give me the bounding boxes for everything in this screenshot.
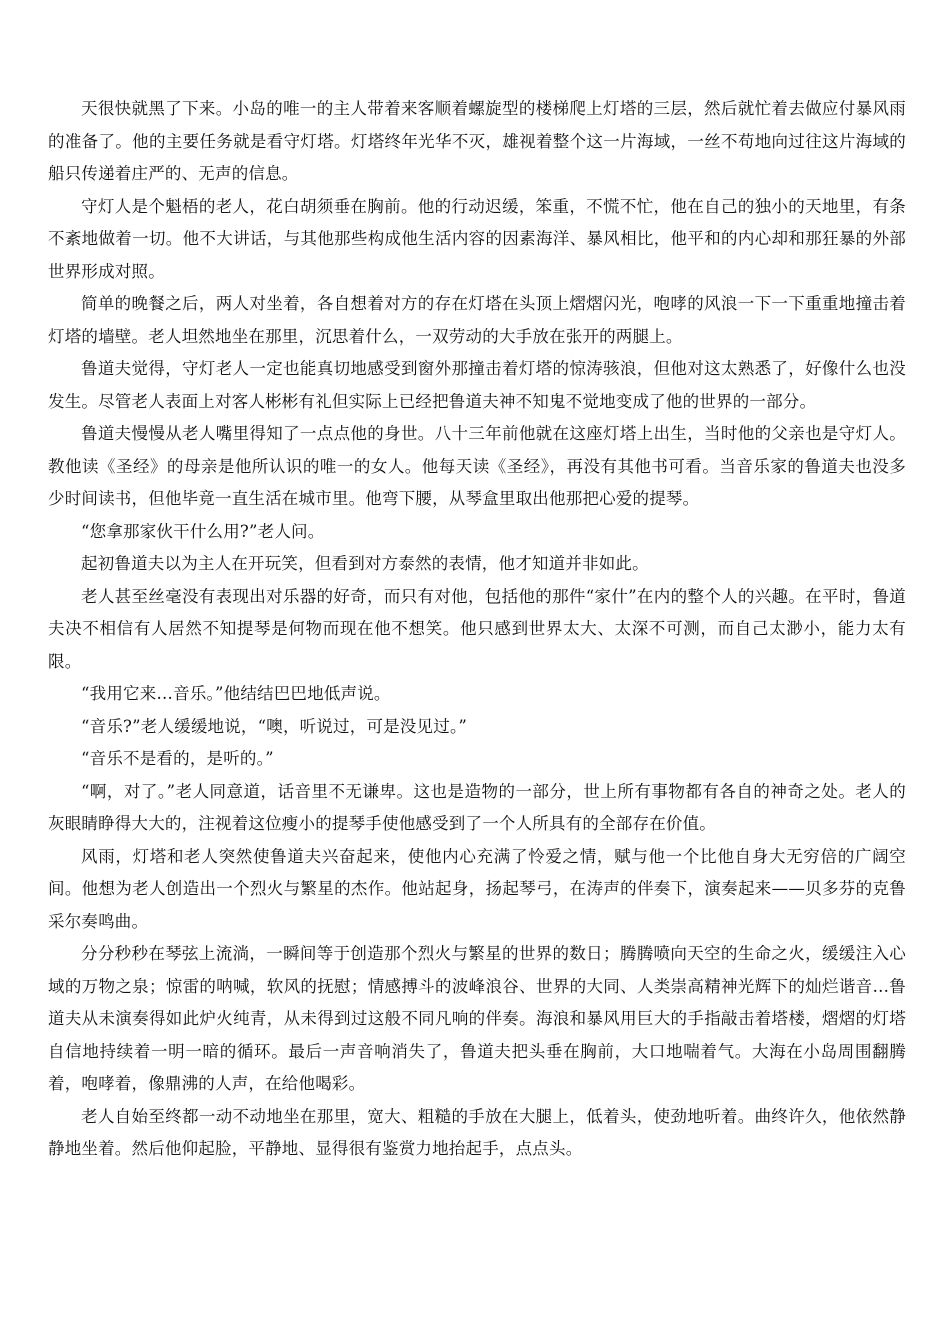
paragraph: “啊，对了。”老人同意道，话音里不无谦卑。这也是造物的一部分，世上所有事物都有各自的神奇之处。老人的灰眼睛睁得大大的，注视着这位瘦小的提琴手使他感受到了一个人所具有的全部存在价值。 <box>48 781 906 833</box>
paragraph: 老人自始至终都一动不动地坐在那里，宽大、粗糙的手放在大腿上，低着头，使劲地听着。曲终许久，他依然静静地坐着。然后他仰起脸，平静地、显得很有鉴赏力地抬起手，点点头。 <box>48 1106 906 1158</box>
paragraph: 老人甚至丝毫没有表现出对乐器的好奇，而只有对他，包括他的那件“家什”在内的整个人的兴趣。在平时，鲁道夫决不相信有人居然不知提琴是何物而现在他不想笑。他只感到世界太大、太深不可测，而自己太渺小，能力太有限。 <box>48 586 906 671</box>
paragraph: “我用它来…音乐。”他结结巴巴地低声说。 <box>81 684 391 703</box>
paragraph: “您拿那家伙干什么用?”老人问。 <box>81 521 325 541</box>
paragraph: 风雨，灯塔和老人突然使鲁道夫兴奋起来，使他内心充满了怜爱之情，赋与他一个比他自身大无穷倍的广阔空间。他想为老人创造出一个烈火与繁星的杰作。他站起身，扬起琴弓，在涛声的伴奏下，演奏起来——贝多芬的克鲁采尔奏鸣曲。 <box>48 846 906 931</box>
paragraph: “音乐?”老人缓缓地说，“噢，听说过，可是没见过。” <box>81 716 468 736</box>
paragraph: 守灯人是个魁梧的老人，花白胡须垂在胸前。他的行动迟缓，笨重，不慌不忙，他在自己的独小的天地里，有条不紊地做着一切。他不大讲话，与其他那些构成他生活内容的因素海洋、暴风相比，他平和的内心却和那狂暴的外部世界形成对照。 <box>48 196 906 281</box>
paragraph: “音乐不是看的，是听的。” <box>81 749 274 768</box>
paragraph: 简单的晚餐之后，两人对坐着，各自想着对方的存在灯塔在头顶上熠熠闪光，咆哮的风浪一下一下重重地撞击着灯塔的墙壁。老人坦然地坐在那里，沉思着什么，一双劳动的大手放在张开的两腿上。 <box>48 294 906 346</box>
paragraph: 鲁道夫觉得，守灯老人一定也能真切地感受到窗外那撞击着灯塔的惊涛骇浪，但他对这太熟悉了，好像什么也没发生。尽管老人表面上对客人彬彬有礼但实际上已经把鲁道夫神不知鬼不觉地变成了他的世界的一部分。 <box>48 359 906 411</box>
paragraph: 分分秒秒在琴弦上流淌，一瞬间等于创造那个烈火与繁星的世界的数日；腾腾喷向天空的生命之火，缓缓注入心域的万物之泉；惊雷的呐喊，软风的抚慰；情感搏斗的波峰浪谷、世界的大同、人类崇高精神光辉下的灿烂谐音…鲁道夫从未演奏得如此炉火纯青，从未得到过这般不同凡响的伴奏。海浪和暴风用巨大的手指敲击着塔楼，熠熠的灯塔自信地持续着一明一暗的循环。最后一声音响消失了，鲁道夫把头垂在胸前，大口地喘着气。大海在小岛周围翻腾着，咆哮着，像鼎沸的人声，在给他喝彩。 <box>48 944 906 1093</box>
article-body <box>48 93 906 1166</box>
paragraph: 起初鲁道夫以为主人在开玩笑，但看到对方泰然的表情，他才知道并非如此。 <box>81 554 649 573</box>
paragraph: 鲁道夫慢慢从老人嘴里得知了一点点他的身世。八十三年前他就在这座灯塔上出生，当时他的父亲也是守灯人。教他读《圣经》的母亲是他所认识的唯一的女人。他每天读《圣经》，再没有其他书可看。当音乐家的鲁道夫也没多少时间读书，但他毕竟一直生活在城市里。他弯下腰，从琴盒里取出他那把心爱的提琴。 <box>48 424 906 508</box>
paragraph: 天很快就黑了下来。小岛的唯一的主人带着来客顺着螺旋型的楼梯爬上灯塔的三层，然后就忙着去做应付暴风雨的准备了。他的主要任务就是看守灯塔。灯塔终年光华不灭，雄视着整个这一片海域，一丝不苟地向过往这片海域的船只传递着庄严的、无声的信息。 <box>48 99 906 183</box>
